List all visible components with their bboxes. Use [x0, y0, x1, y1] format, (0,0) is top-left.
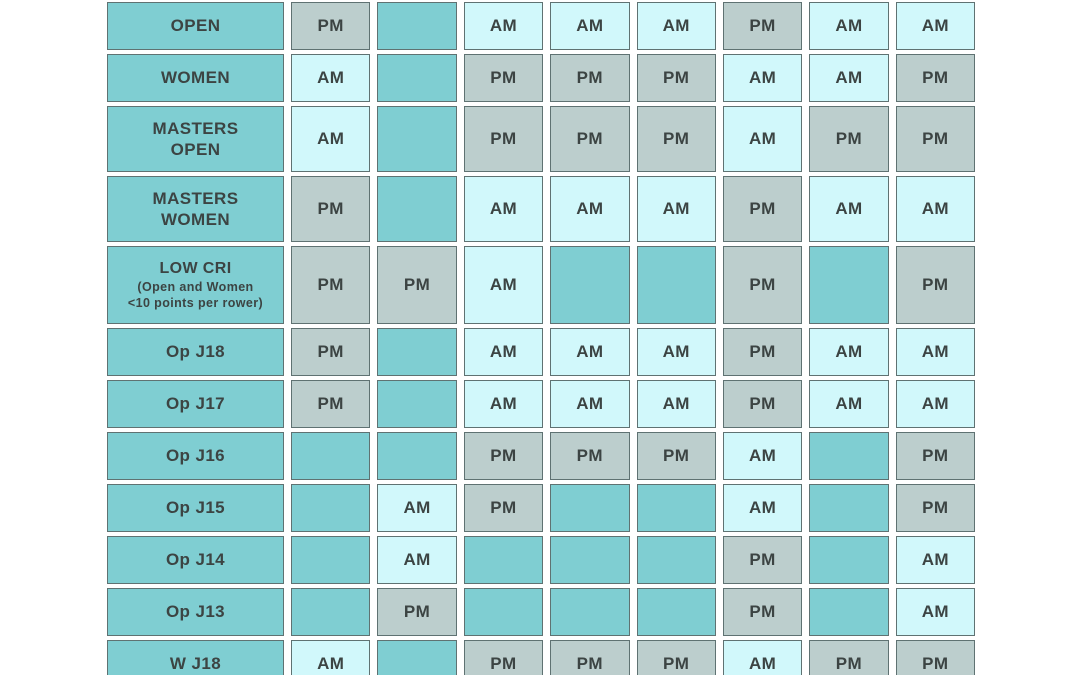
session-cell-am: AM — [377, 484, 456, 532]
session-cell-pm: PM — [637, 432, 716, 480]
session-cell-empty — [377, 176, 456, 242]
session-cell-empty — [637, 588, 716, 636]
schedule-row — [107, 54, 975, 102]
session-cell-am: AM — [809, 328, 888, 376]
session-cell-am: AM — [637, 380, 716, 428]
session-cell-am: AM — [464, 380, 543, 428]
row-label-text: Op J18 — [165, 342, 226, 362]
session-cell-pm: PM — [896, 484, 975, 532]
session-cell-pm: PM — [464, 54, 543, 102]
row-label-text: WOMEN — [160, 68, 231, 88]
session-cell-empty — [550, 246, 629, 324]
schedule-row — [107, 246, 975, 324]
session-cell-empty — [550, 536, 629, 584]
session-cell-pm: PM — [550, 640, 629, 675]
session-cell-pm: PM — [377, 588, 456, 636]
session-cell-pm: PM — [464, 432, 543, 480]
session-cell-am: AM — [896, 2, 975, 50]
session-cell-empty — [291, 588, 370, 636]
session-cell-empty — [637, 536, 716, 584]
session-cell-pm: PM — [723, 176, 802, 242]
session-cell-pm: PM — [291, 176, 370, 242]
session-cell-pm: PM — [809, 106, 888, 172]
row-label-cell — [107, 246, 284, 324]
row-label-text: Op J15 — [165, 498, 226, 518]
session-cell-am: AM — [291, 54, 370, 102]
session-cell-pm: PM — [550, 106, 629, 172]
session-cell-am: AM — [464, 2, 543, 50]
session-cell-empty — [550, 484, 629, 532]
session-cell-empty — [464, 588, 543, 636]
row-label-cell — [107, 328, 284, 376]
session-cell-empty — [809, 432, 888, 480]
row-label-text: OPEN — [170, 16, 221, 36]
session-cell-am: AM — [723, 640, 802, 675]
session-cell-empty — [377, 2, 456, 50]
session-cell-empty — [377, 380, 456, 428]
session-cell-am: AM — [637, 2, 716, 50]
session-cell-pm: PM — [896, 640, 975, 675]
row-label-text: Op J13 — [165, 602, 226, 622]
session-cell-pm: PM — [896, 54, 975, 102]
session-cell-am: AM — [809, 380, 888, 428]
schedule-row — [107, 536, 975, 584]
row-label-cell — [107, 640, 284, 675]
session-cell-am: AM — [377, 536, 456, 584]
schedule-row — [107, 106, 975, 172]
session-cell-pm: PM — [550, 432, 629, 480]
session-cell-pm: PM — [637, 54, 716, 102]
session-cell-pm: PM — [291, 246, 370, 324]
row-sublabel-text: <10 points per rower) — [127, 296, 264, 310]
session-cell-empty — [291, 432, 370, 480]
session-cell-am: AM — [464, 246, 543, 324]
session-cell-pm: PM — [723, 588, 802, 636]
session-cell-pm: PM — [723, 380, 802, 428]
session-cell-empty — [291, 484, 370, 532]
session-cell-am: AM — [723, 54, 802, 102]
session-cell-am: AM — [723, 484, 802, 532]
row-sublabel-text: (Open and Women — [137, 279, 254, 294]
session-cell-am: AM — [809, 54, 888, 102]
schedule-table — [107, 2, 975, 675]
session-cell-empty — [377, 328, 456, 376]
session-cell-am: AM — [464, 176, 543, 242]
session-cell-pm: PM — [723, 536, 802, 584]
session-cell-empty — [637, 484, 716, 532]
session-cell-pm: PM — [291, 2, 370, 50]
session-cell-am: AM — [723, 432, 802, 480]
row-label-text: MASTERS — [152, 188, 239, 208]
session-cell-am: AM — [291, 106, 370, 172]
session-cell-am: AM — [637, 328, 716, 376]
session-cell-am: AM — [550, 328, 629, 376]
schedule-row — [107, 2, 975, 50]
row-label-cell — [107, 54, 284, 102]
schedule-row — [107, 484, 975, 532]
session-cell-empty — [550, 588, 629, 636]
row-label-text: Op J14 — [165, 550, 226, 570]
session-cell-am: AM — [896, 380, 975, 428]
row-label-cell — [107, 588, 284, 636]
session-cell-pm: PM — [723, 2, 802, 50]
schedule-row — [107, 328, 975, 376]
session-cell-am: AM — [291, 640, 370, 675]
session-cell-pm: PM — [896, 106, 975, 172]
session-cell-pm: PM — [896, 432, 975, 480]
schedule-row — [107, 588, 975, 636]
row-label-text: Op J17 — [165, 394, 226, 414]
schedule-row — [107, 432, 975, 480]
session-cell-pm: PM — [291, 380, 370, 428]
session-cell-am: AM — [896, 176, 975, 242]
session-cell-pm: PM — [723, 246, 802, 324]
session-cell-pm: PM — [896, 246, 975, 324]
row-label-cell — [107, 176, 284, 242]
session-cell-pm: PM — [637, 106, 716, 172]
session-cell-empty — [377, 432, 456, 480]
session-cell-empty — [637, 246, 716, 324]
row-label-cell — [107, 432, 284, 480]
session-cell-pm: PM — [464, 484, 543, 532]
session-cell-empty — [809, 484, 888, 532]
row-label-text: MASTERS — [152, 118, 239, 138]
session-cell-empty — [809, 246, 888, 324]
session-cell-am: AM — [896, 536, 975, 584]
session-cell-empty — [377, 54, 456, 102]
session-cell-empty — [377, 106, 456, 172]
row-label-cell — [107, 536, 284, 584]
session-cell-empty — [809, 588, 888, 636]
session-cell-empty — [809, 536, 888, 584]
row-label-text: W J18 — [169, 654, 222, 674]
row-label-text: OPEN — [170, 140, 221, 159]
session-cell-am: AM — [464, 328, 543, 376]
session-cell-pm: PM — [550, 54, 629, 102]
row-label-text: Op J16 — [165, 446, 226, 466]
row-label-cell — [107, 380, 284, 428]
session-cell-empty — [291, 536, 370, 584]
session-cell-pm: PM — [637, 640, 716, 675]
session-cell-pm: PM — [809, 640, 888, 675]
session-cell-pm: PM — [291, 328, 370, 376]
schedule-row — [107, 176, 975, 242]
session-cell-empty — [377, 640, 456, 675]
schedule-row — [107, 380, 975, 428]
session-cell-am: AM — [896, 328, 975, 376]
session-cell-pm: PM — [723, 328, 802, 376]
session-cell-am: AM — [550, 176, 629, 242]
row-label-cell — [107, 484, 284, 532]
session-cell-am: AM — [637, 176, 716, 242]
row-label-text: WOMEN — [160, 210, 231, 229]
session-cell-pm: PM — [464, 640, 543, 675]
session-cell-am: AM — [809, 176, 888, 242]
session-cell-am: AM — [550, 380, 629, 428]
session-cell-am: AM — [723, 106, 802, 172]
session-cell-pm: PM — [464, 106, 543, 172]
session-cell-am: AM — [896, 588, 975, 636]
session-cell-empty — [464, 536, 543, 584]
row-label-cell — [107, 106, 284, 172]
session-cell-pm: PM — [377, 246, 456, 324]
session-cell-am: AM — [809, 2, 888, 50]
row-label-cell — [107, 2, 284, 50]
session-cell-am: AM — [550, 2, 629, 50]
row-label-text: LOW CRI — [159, 259, 232, 277]
schedule-row — [107, 640, 975, 675]
